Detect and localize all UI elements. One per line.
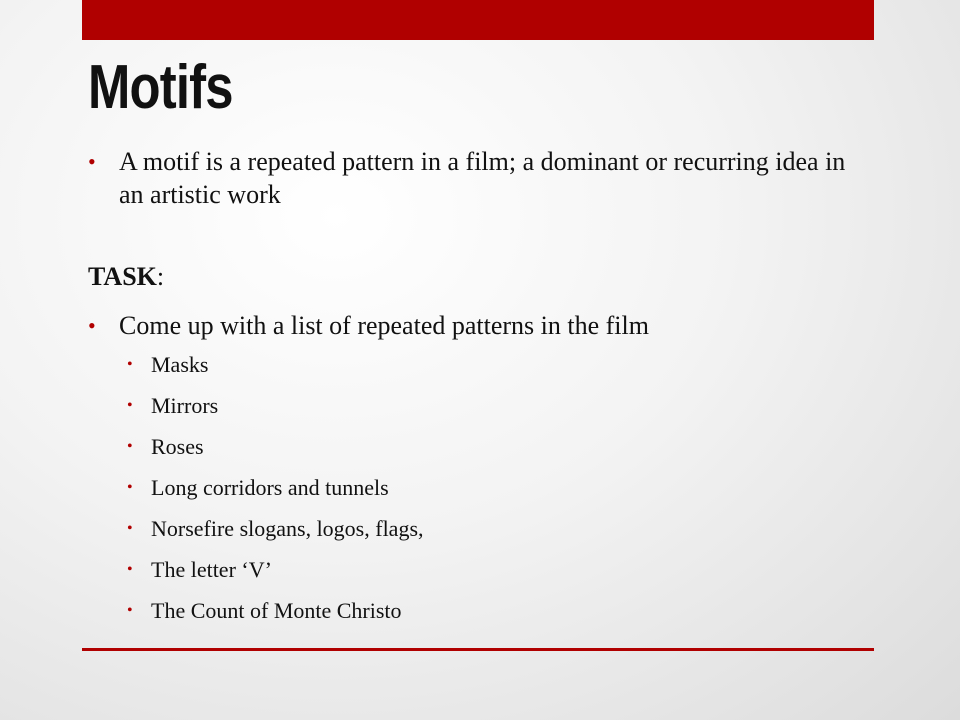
- sub-bullet-icon: •: [127, 561, 133, 578]
- bottom-accent-line: [82, 648, 874, 651]
- bullet-icon: •: [88, 149, 96, 174]
- definition-bullet: [88, 145, 868, 211]
- sub-bullet-icon: •: [127, 438, 133, 455]
- bullet-icon: •: [88, 313, 96, 338]
- slide-title: Motifs: [88, 53, 233, 122]
- top-accent-bar: [82, 0, 874, 40]
- list-item-text: Roses: [151, 434, 204, 459]
- list-item-text: Long corridors and tunnels: [151, 475, 389, 500]
- list-item: [88, 590, 868, 631]
- task-bullet: [88, 309, 868, 342]
- list-item-text: Mirrors: [151, 393, 219, 418]
- task-colon: :: [156, 262, 165, 291]
- task-text: Come up with a list of repeated patterns in the film: [119, 311, 649, 340]
- list-item-text: Masks: [151, 352, 209, 377]
- list-item: [88, 385, 868, 426]
- list-item: [88, 426, 868, 467]
- task-label: TASK: [88, 262, 157, 291]
- list-item: [88, 344, 868, 385]
- task-heading: [88, 260, 868, 293]
- list-item: [88, 508, 868, 549]
- list-item-text: The Count of Monte Christo: [151, 598, 402, 623]
- examples-list: [88, 344, 868, 631]
- sub-bullet-icon: •: [127, 520, 133, 537]
- definition-text: A motif is a repeated pattern in a film; a dominant or recurring idea in an artistic work: [119, 147, 846, 209]
- list-item-text: Norsefire slogans, logos, flags,: [151, 516, 424, 541]
- slide-body: [88, 145, 868, 631]
- sub-bullet-icon: •: [127, 602, 133, 619]
- sub-bullet-icon: •: [127, 479, 133, 496]
- sub-bullet-icon: •: [127, 397, 133, 414]
- sub-bullet-icon: •: [127, 356, 133, 373]
- list-item: [88, 549, 868, 590]
- list-item: [88, 467, 868, 508]
- list-item-text: The letter ‘V’: [151, 557, 272, 582]
